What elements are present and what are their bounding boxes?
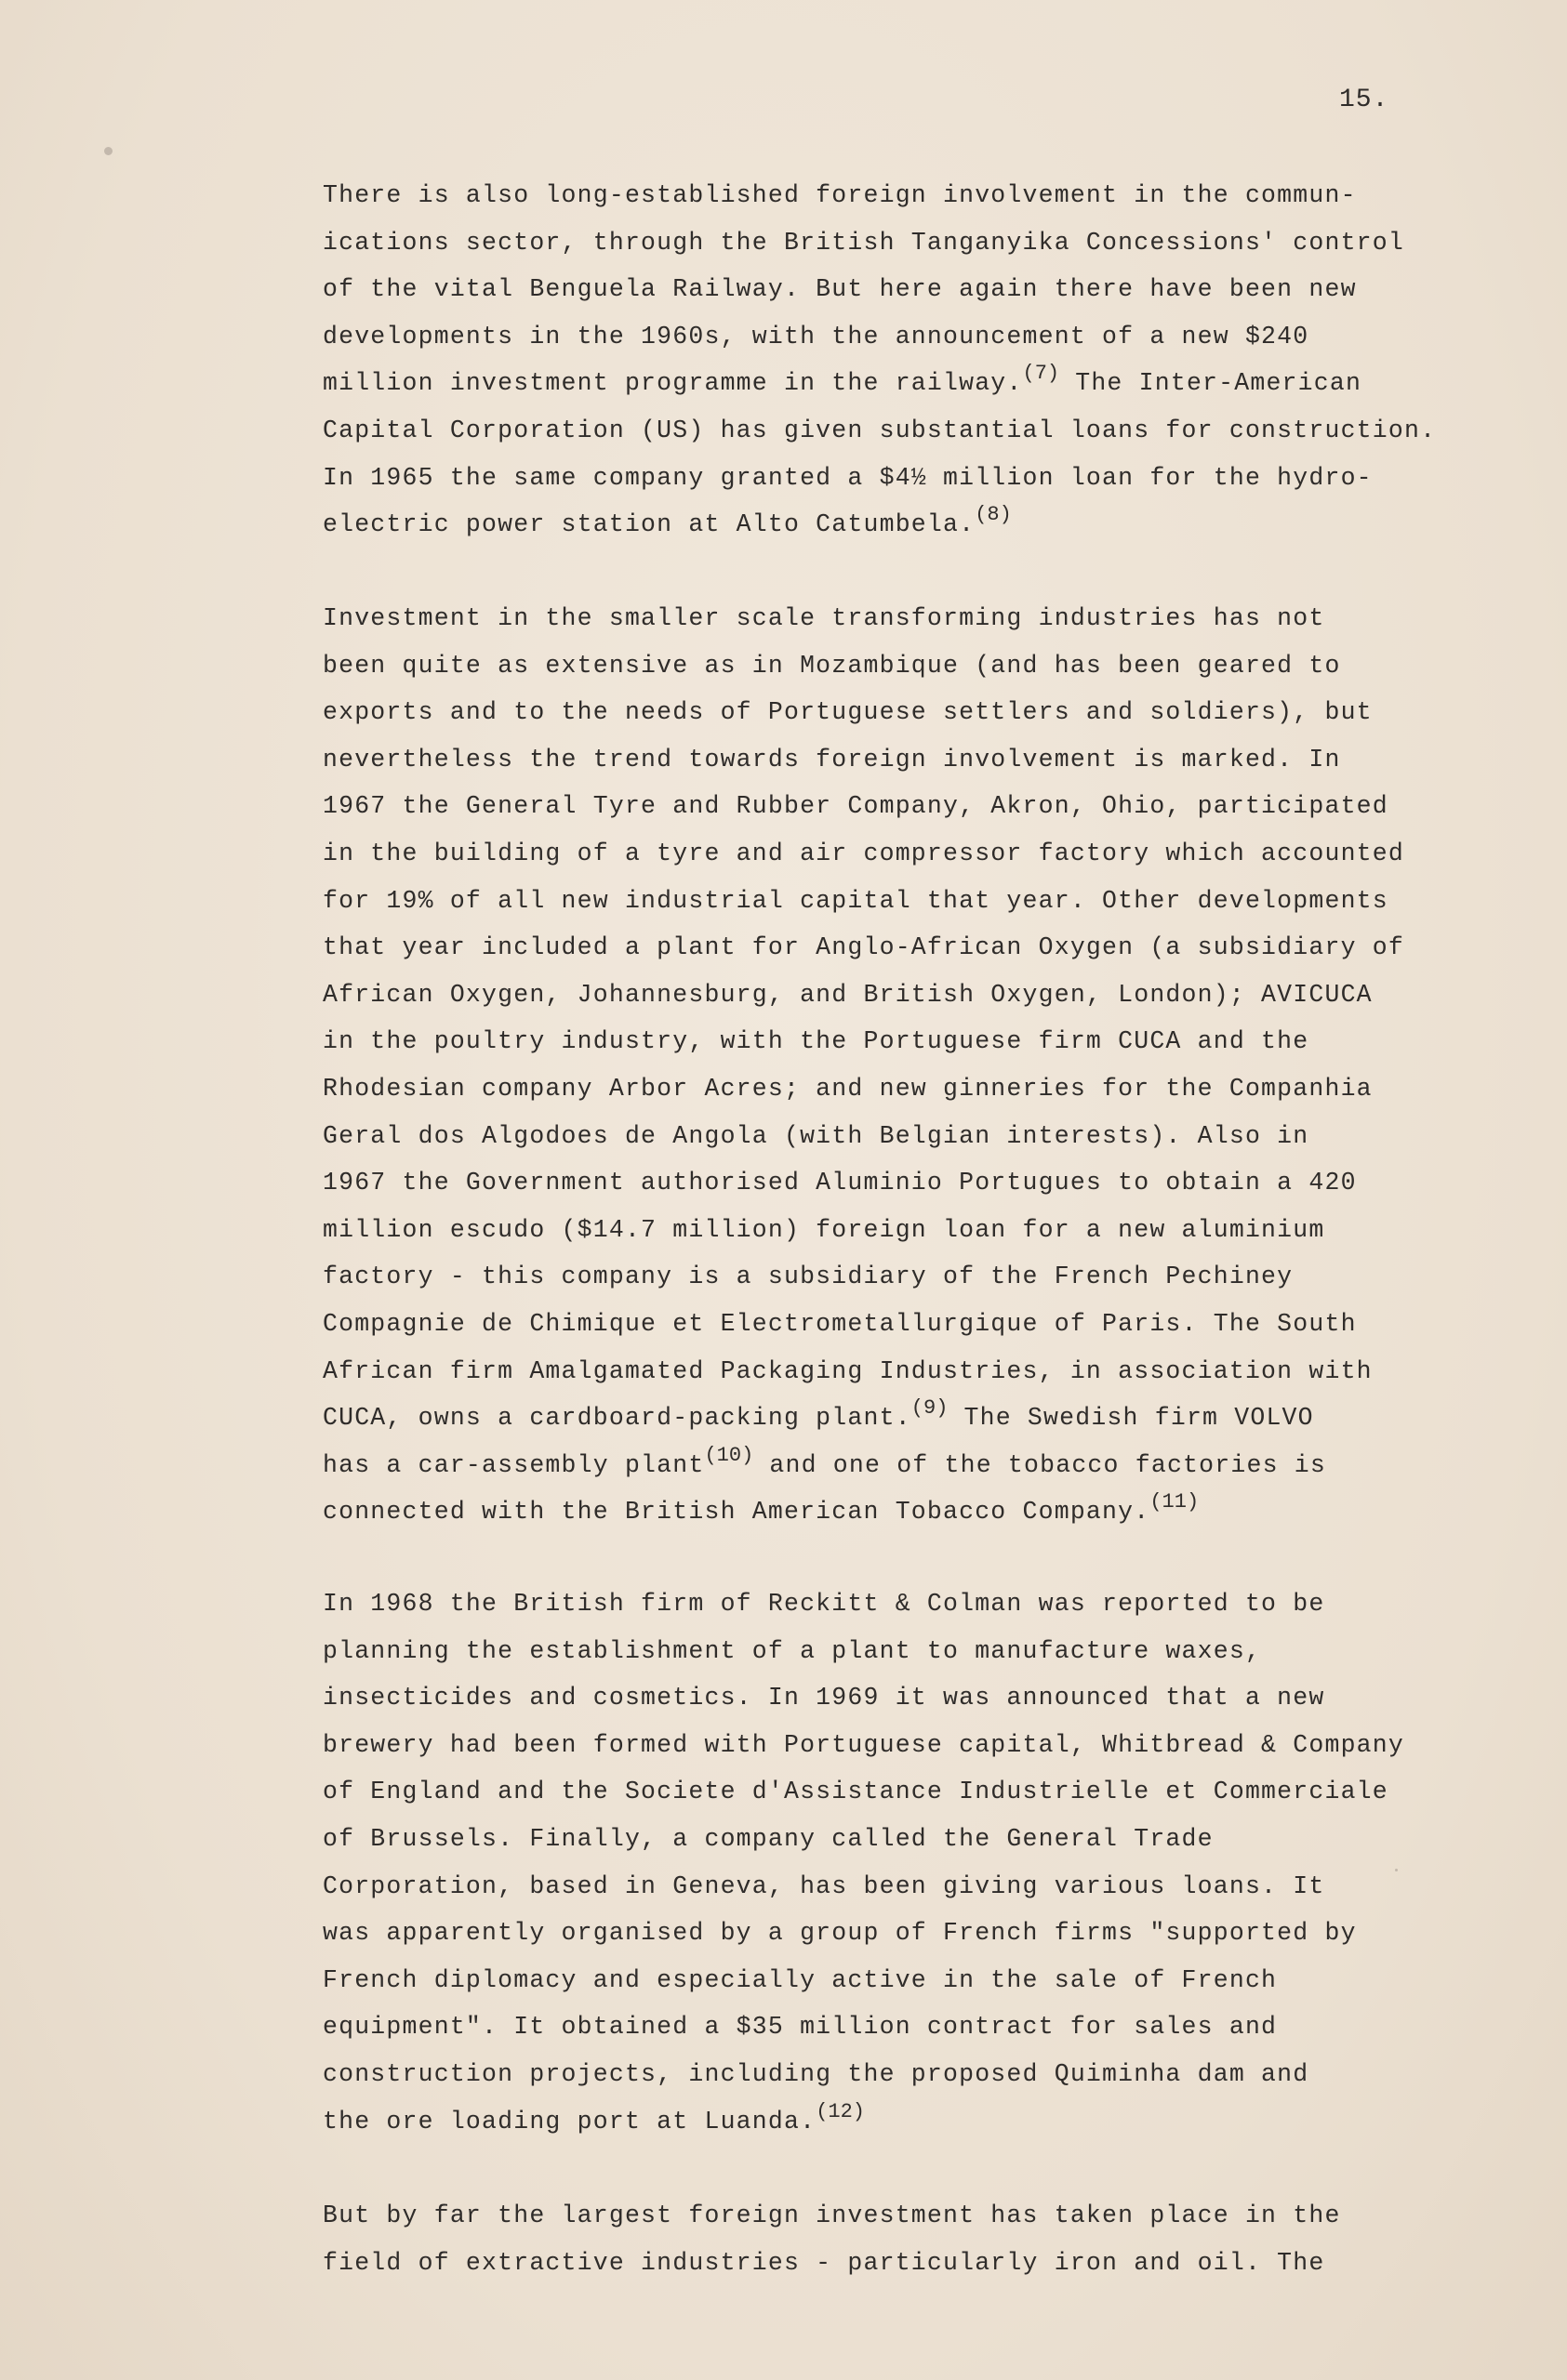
text-line <box>323 219 1532 267</box>
line-text: planning the establishment of a plant to manufacture waxes, <box>323 1636 1262 1665</box>
line-text: French diplomacy and especially active in the sale of French <box>323 1965 1278 1994</box>
line-text: field of extractive industries - particularly iron and oil. The <box>323 2248 1325 2277</box>
line-text: In 1968 the British firm of Reckitt & Colman was reported to be <box>323 1590 1325 1618</box>
line-text: Corporation, based in Geneva, has been giving various loans. It <box>323 1871 1325 1900</box>
line-text: Capital Corporation (US) has given substantial loans for construction. <box>323 416 1437 444</box>
text-line <box>323 736 1532 784</box>
text-line <box>323 1863 1532 1911</box>
line-text-continued: The Swedish firm VOLVO <box>948 1404 1314 1433</box>
text-line <box>323 360 1532 407</box>
text-line <box>323 313 1532 361</box>
text-line <box>323 266 1532 313</box>
text-line <box>323 172 1532 219</box>
line-text-continued: The Inter-American <box>1059 369 1362 398</box>
line-text: in the building of a tyre and air compressor factory which accounted <box>323 839 1404 867</box>
text-line <box>323 1442 1532 1489</box>
text-line <box>323 830 1532 878</box>
line-text: for 19% of all new industrial capital that year. Other developments <box>323 886 1388 915</box>
line-text: African Oxygen, Johannesburg, and British Oxygen, London); AVICUCA <box>323 980 1373 1009</box>
text-line <box>323 2098 1532 2146</box>
text-line <box>323 878 1532 925</box>
paper-speck <box>1395 1869 1398 1871</box>
footnote-reference: (11) <box>1149 1490 1200 1514</box>
text-line <box>323 1816 1532 1863</box>
text-line <box>323 1159 1532 1207</box>
line-text: in the poultry industry, with the Portuguese firm CUCA and the <box>323 1027 1309 1056</box>
line-text: African firm Amalgamated Packaging Industries, in association with <box>323 1356 1373 1385</box>
text-line <box>323 1253 1532 1301</box>
line-text: brewery had been formed with Portuguese capital, Whitbread & Company <box>323 1730 1404 1759</box>
text-line <box>323 1674 1532 1722</box>
paper-speck <box>104 147 113 155</box>
line-text: exports and to the needs of Portuguese settlers and soldiers), but <box>323 698 1373 727</box>
text-line <box>323 1768 1532 1816</box>
line-text: CUCA, owns a cardboard-packing plant. <box>323 1404 911 1433</box>
line-text: been quite as extensive as in Mozambique (and has been geared to <box>323 651 1341 680</box>
line-text: There is also long-established foreign involvement in the commun- <box>323 181 1357 209</box>
text-line <box>323 1488 1532 1536</box>
paragraph <box>323 595 1532 1536</box>
line-text: In 1965 the same company granted a $4½ million loan for the hydro- <box>323 463 1373 492</box>
line-text-continued: and one of the tobacco factories is <box>753 1450 1326 1479</box>
text-line <box>323 2003 1532 2051</box>
text-line <box>323 1722 1532 1769</box>
line-text: 1967 the Government authorised Aluminio Portugues to obtain a 420 <box>323 1169 1357 1197</box>
text-line <box>323 2051 1532 2098</box>
line-text: nevertheless the trend towards foreign involvement is marked. In <box>323 745 1341 774</box>
text-line <box>323 2192 1532 2240</box>
text-line <box>323 689 1532 736</box>
text-line <box>323 2240 1532 2287</box>
text-line <box>323 1018 1532 1065</box>
text-line <box>323 501 1532 549</box>
line-text: Compagnie de Chimique et Electrometallurgique of Paris. The South <box>323 1309 1357 1338</box>
text-line <box>323 1910 1532 1957</box>
line-text: ications sector, through the British Tanganyika Concessions' control <box>323 228 1404 257</box>
line-text: of England and the Societe d'Assistance Industrielle et Commerciale <box>323 1778 1388 1806</box>
line-text: of Brussels. Finally, a company called the General Trade <box>323 1824 1214 1853</box>
text-line <box>323 455 1532 502</box>
text-line <box>323 972 1532 1019</box>
text-line <box>323 595 1532 642</box>
footnote-reference: (10) <box>704 1443 754 1467</box>
line-text: equipment". It obtained a $35 million contract for sales and <box>323 2013 1278 2042</box>
text-line <box>323 1580 1532 1628</box>
paragraph <box>323 172 1532 549</box>
line-text: 1967 the General Tyre and Rubber Company, Akron, Ohio, participated <box>323 792 1388 821</box>
line-text: connected with the British American Tobacco Company. <box>323 1498 1150 1527</box>
text-line <box>323 1395 1532 1442</box>
footnote-reference: (12) <box>816 2099 865 2123</box>
footnote-reference: (9) <box>910 1396 949 1421</box>
line-text: factory - this company is a subsidiary of the French Pechiney <box>323 1263 1294 1291</box>
text-line <box>323 1207 1532 1254</box>
line-text: Geral dos Algodoes de Angola (with Belgian interests). Also in <box>323 1121 1309 1150</box>
line-text: was apparently organised by a group of French firms "supported by <box>323 1919 1357 1948</box>
footnote-reference: (7) <box>1022 362 1060 386</box>
text-line <box>323 1065 1532 1113</box>
line-text: that year included a plant for Anglo-African Oxygen (a subsidiary of <box>323 933 1404 962</box>
line-text: construction projects, including the proposed Quiminha dam and <box>323 2059 1309 2088</box>
line-text: has a car-assembly plant <box>323 1450 705 1479</box>
line-text: Rhodesian company Arbor Acres; and new ginneries for the Companhia <box>323 1074 1373 1103</box>
line-text: the ore loading port at Luanda. <box>323 2107 817 2135</box>
line-text: Investment in the smaller scale transforming industries has not <box>323 604 1325 632</box>
text-line <box>323 642 1532 690</box>
page-number: 15. <box>1339 86 1389 114</box>
line-text: of the vital Benguela Railway. But here again there have been new <box>323 275 1357 304</box>
line-text: electric power station at Alto Catumbela. <box>323 510 976 539</box>
line-text: insecticides and cosmetics. In 1969 it was announced that a new <box>323 1684 1325 1712</box>
text-line <box>323 1957 1532 2004</box>
line-text: developments in the 1960s, with the announcement of a new $240 <box>323 322 1309 350</box>
line-text: But by far the largest foreign investment has taken place in the <box>323 2202 1341 2229</box>
paragraph <box>323 1580 1532 2145</box>
paragraph <box>323 2192 1532 2286</box>
text-line <box>323 924 1532 972</box>
text-line <box>323 407 1532 455</box>
text-line <box>323 1113 1532 1160</box>
text-line <box>323 783 1532 830</box>
text-line <box>323 1301 1532 1348</box>
line-text: million escudo ($14.7 million) foreign loan for a new aluminium <box>323 1215 1325 1244</box>
text-line <box>323 1628 1532 1675</box>
footnote-reference: (8) <box>975 503 1012 527</box>
line-text: million investment programme in the railway. <box>323 369 1023 398</box>
text-line <box>323 1348 1532 1395</box>
